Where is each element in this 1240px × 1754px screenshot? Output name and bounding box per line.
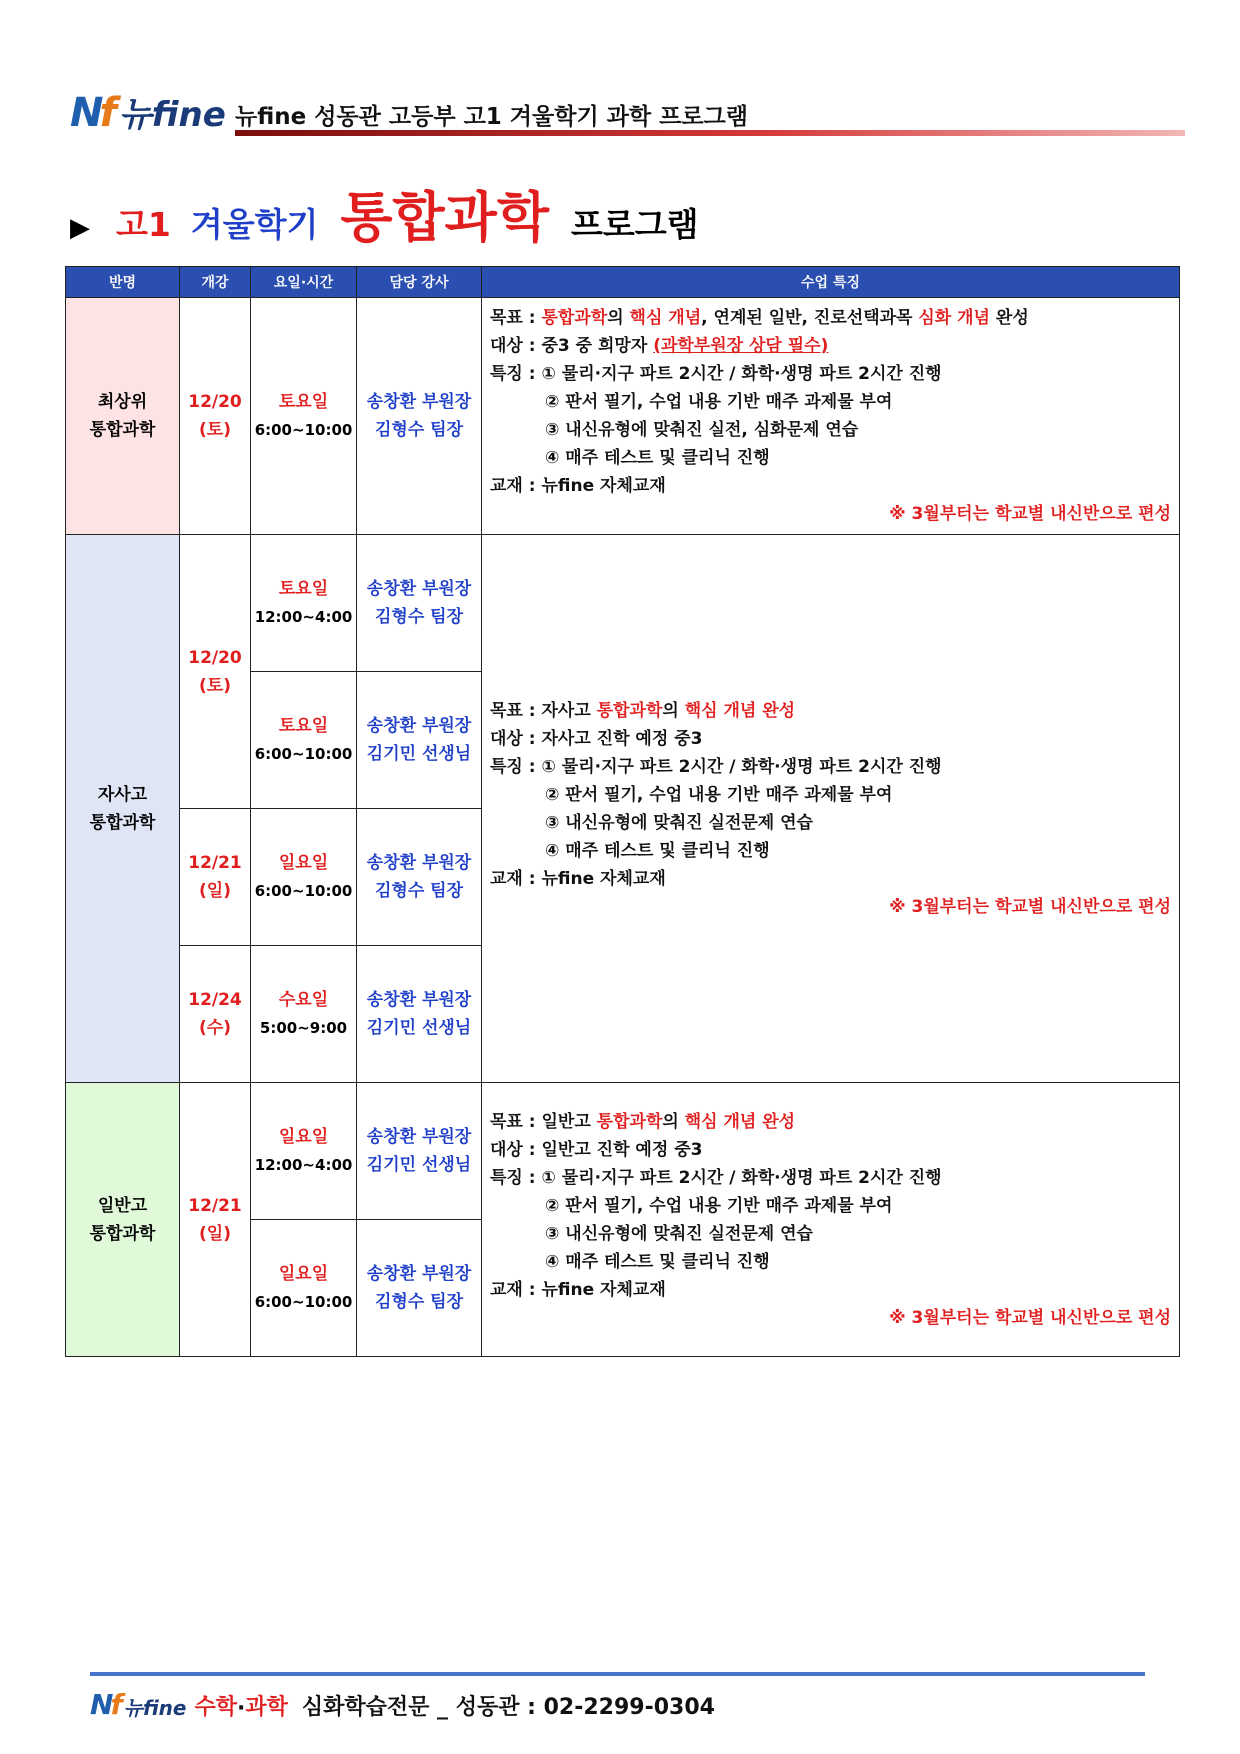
features-cell (482, 298, 1180, 535)
note-line: ※ 3월부터는 학교별 내신반으로 편성 (889, 1307, 1171, 1328)
goal-line (490, 304, 1171, 332)
goal-part: 핵심 개념 완성 (684, 1111, 796, 1132)
footer-contact: 심화학습전문 _ 성동관 : 02-2299-0304 (301, 1695, 715, 1720)
goal-part: 심화 개념 (918, 308, 990, 328)
start-date: 12/20 (188, 647, 242, 668)
feature-label: 특징 : (490, 364, 542, 384)
class-name-line: 자사고 (97, 784, 148, 805)
teacher-cell (357, 298, 482, 535)
header-divider (235, 130, 1185, 136)
header-class-name: 반명 (66, 267, 180, 298)
goal-part: 핵심 개념 완성 (684, 700, 796, 721)
logo-brand-text: 뉴fine (118, 95, 226, 135)
page-header (70, 80, 1185, 140)
brand-logo (70, 86, 226, 136)
teacher-name: 송창환 부원장 (366, 1264, 472, 1284)
schedule-table (65, 266, 1180, 1357)
target-label: 대상 : (490, 336, 542, 356)
start-date-cell (180, 298, 251, 535)
session-time: 6:00~10:00 (254, 882, 353, 900)
target-label: 대상 : (490, 728, 542, 749)
title-term: 겨울학기 (190, 205, 319, 244)
start-date-cell (180, 946, 251, 1083)
day-time-cell (251, 1083, 357, 1220)
goal-part: 통합과학 (596, 1111, 663, 1132)
textbook-line: 교재 : 뉴fine 자체교재 (490, 476, 666, 496)
day-time-cell (251, 298, 357, 535)
start-date: 12/21 (188, 853, 242, 873)
header-teacher: 담당 강사 (357, 267, 482, 298)
day-time-cell (251, 672, 357, 809)
title-grade: 고1 (116, 205, 171, 244)
target-label: 대상 : (490, 1139, 542, 1160)
table-row (66, 1083, 1180, 1220)
feature-item: ② 판서 필기, 수업 내용 기반 매주 과제물 부여 (545, 392, 893, 412)
feature-item: ① 물리·지구 파트 2시간 / 화학·생명 파트 2시간 진행 (541, 756, 942, 777)
class-name-cell (66, 1083, 180, 1357)
goal-label: 목표 : (490, 308, 542, 328)
feature-line (490, 1164, 1171, 1192)
nf-logo-icon: Nf (70, 90, 113, 136)
teacher-name: 김형수 팀장 (374, 881, 464, 901)
teacher-name: 송창환 부원장 (366, 853, 472, 873)
class-name-line: 통합과학 (89, 812, 156, 833)
session-day: 수요일 (278, 990, 329, 1010)
footer-brand: 뉴fine (123, 1696, 187, 1720)
class-name-line: 통합과학 (89, 1223, 156, 1244)
teacher-name: 김형수 팀장 (374, 1292, 464, 1312)
teacher-cell (357, 535, 482, 672)
goal-part: 의 (607, 308, 630, 328)
feature-label: 특징 : (490, 1167, 542, 1188)
class-name-cell (66, 535, 180, 1083)
feature-label: 특징 : (490, 756, 542, 777)
footer-subject-math: 수학 (194, 1695, 238, 1720)
teacher-cell (357, 946, 482, 1083)
feature-item: ② 판서 필기, 수업 내용 기반 매주 과제물 부여 (545, 1195, 893, 1216)
start-date-cell (180, 1083, 251, 1357)
class-name-cell (66, 298, 180, 535)
start-dow: (일) (199, 1223, 231, 1244)
day-time-cell (251, 535, 357, 672)
goal-part: 자사고 (541, 700, 597, 721)
session-time: 6:00~10:00 (254, 745, 353, 763)
day-time-cell (251, 946, 357, 1083)
teacher-cell (357, 809, 482, 946)
table-row (66, 535, 1180, 672)
teacher-name: 송창환 부원장 (366, 579, 472, 599)
feature-line (490, 360, 1171, 388)
class-name-line: 일반고 (97, 1195, 148, 1216)
session-time: 5:00~9:00 (259, 1019, 348, 1037)
target-line (490, 1136, 1171, 1164)
teacher-name: 송창환 부원장 (366, 392, 472, 412)
goal-line (490, 1108, 1171, 1136)
footer-subject-dot: · (237, 1696, 246, 1721)
target-text: 중3 중 희망자 (541, 336, 654, 356)
note-line: ※ 3월부터는 학교별 내신반으로 편성 (889, 896, 1171, 917)
class-name-line: 통합과학 (89, 420, 156, 440)
teacher-cell (357, 1083, 482, 1220)
goal-line (490, 697, 1171, 725)
textbook-line: 교재 : 뉴fine 자체교재 (490, 868, 666, 889)
day-time-cell (251, 809, 357, 946)
nf-logo-icon: Nf (90, 1688, 120, 1721)
session-day: 일요일 (278, 853, 329, 873)
target-text: 일반고 진학 예정 중3 (541, 1139, 703, 1160)
session-time: 12:00~4:00 (254, 1156, 353, 1174)
feature-item: ④ 매주 테스트 및 클리닉 진행 (545, 1251, 770, 1272)
goal-part: 통합과학 (541, 308, 608, 328)
teacher-cell (357, 672, 482, 809)
start-date-cell (180, 535, 251, 809)
teacher-name: 김형수 팀장 (374, 420, 464, 440)
feature-item: ④ 매주 테스트 및 클리닉 진행 (545, 840, 770, 861)
session-day: 일요일 (278, 1264, 329, 1284)
header-start-date: 개강 (180, 267, 251, 298)
session-day: 토요일 (278, 716, 329, 736)
target-line (490, 332, 1171, 360)
features-cell (482, 535, 1180, 1083)
feature-item: ④ 매주 테스트 및 클리닉 진행 (545, 448, 770, 468)
session-day: 토요일 (278, 579, 329, 599)
goal-part: 의 (662, 700, 685, 721)
teacher-name: 김기민 선생님 (366, 1155, 472, 1175)
title-program: 프로그램 (571, 205, 699, 244)
feature-line (490, 753, 1171, 781)
feature-item: ① 물리·지구 파트 2시간 / 화학·생명 파트 2시간 진행 (541, 364, 942, 384)
session-time: 6:00~10:00 (254, 1293, 353, 1311)
header-day-time: 요일·시간 (251, 267, 357, 298)
goal-part: 핵심 개념 (629, 308, 702, 328)
goal-part: , 연계된 일반, 진로선택과목 (701, 308, 919, 328)
feature-item: ③ 내신유형에 맞춰진 실전, 심화문제 연습 (545, 420, 859, 440)
start-dow: (토) (199, 420, 231, 440)
goal-label: 목표 : (490, 700, 542, 721)
textbook-line: 교재 : 뉴fine 자체교재 (490, 1279, 666, 1300)
teacher-name: 김기민 선생님 (366, 1018, 472, 1038)
start-date: 12/20 (188, 392, 242, 412)
table-header-row (66, 267, 1180, 298)
footer-subject-science: 과학 (245, 1695, 288, 1720)
goal-part: 일반고 (541, 1111, 597, 1132)
class-name-line: 최상위 (97, 392, 148, 412)
start-date: 12/21 (188, 1195, 242, 1216)
header-title: 뉴fine 성동관 고등부 고1 겨울학기 과학 프로그램 (235, 104, 748, 130)
start-date: 12/24 (188, 990, 242, 1010)
teacher-name: 김기민 선생님 (366, 744, 472, 764)
target-note: (과학부원장 상담 필수) (653, 336, 829, 356)
day-time-cell (251, 1220, 357, 1357)
session-time: 6:00~10:00 (254, 421, 353, 439)
session-time: 12:00~4:00 (254, 608, 353, 626)
teacher-name: 김형수 팀장 (374, 607, 464, 627)
goal-part: 완성 (989, 308, 1029, 328)
header-features: 수업 특징 (482, 267, 1180, 298)
start-dow: (일) (199, 881, 231, 901)
feature-item: ③ 내신유형에 맞춰진 실전문제 연습 (545, 1223, 813, 1244)
session-day: 일요일 (278, 1127, 329, 1147)
page-footer (90, 1688, 715, 1721)
title-subject: 통합과학 (340, 186, 550, 249)
target-text: 자사고 진학 예정 중3 (541, 728, 703, 749)
teacher-cell (357, 1220, 482, 1357)
feature-item: ③ 내신유형에 맞춰진 실전문제 연습 (545, 812, 813, 833)
teacher-name: 송창환 부원장 (366, 1127, 472, 1147)
goal-part: 의 (662, 1111, 685, 1132)
section-title (70, 175, 699, 252)
session-day: 토요일 (278, 392, 329, 412)
start-date-cell (180, 809, 251, 946)
start-dow: (수) (199, 1018, 231, 1038)
features-cell (482, 1083, 1180, 1357)
feature-item: ② 판서 필기, 수업 내용 기반 매주 과제물 부여 (545, 784, 893, 805)
goal-label: 목표 : (490, 1111, 542, 1132)
start-dow: (토) (199, 675, 231, 696)
table-row (66, 298, 1180, 535)
footer-divider (90, 1672, 1145, 1676)
target-line (490, 725, 1171, 753)
teacher-name: 송창환 부원장 (366, 990, 472, 1010)
triangle-arrow-icon: ▶ (70, 213, 90, 243)
goal-part: 통합과학 (596, 700, 663, 721)
feature-item: ① 물리·지구 파트 2시간 / 화학·생명 파트 2시간 진행 (541, 1167, 942, 1188)
note-line: ※ 3월부터는 학교별 내신반으로 편성 (889, 504, 1171, 524)
teacher-name: 송창환 부원장 (366, 716, 472, 736)
